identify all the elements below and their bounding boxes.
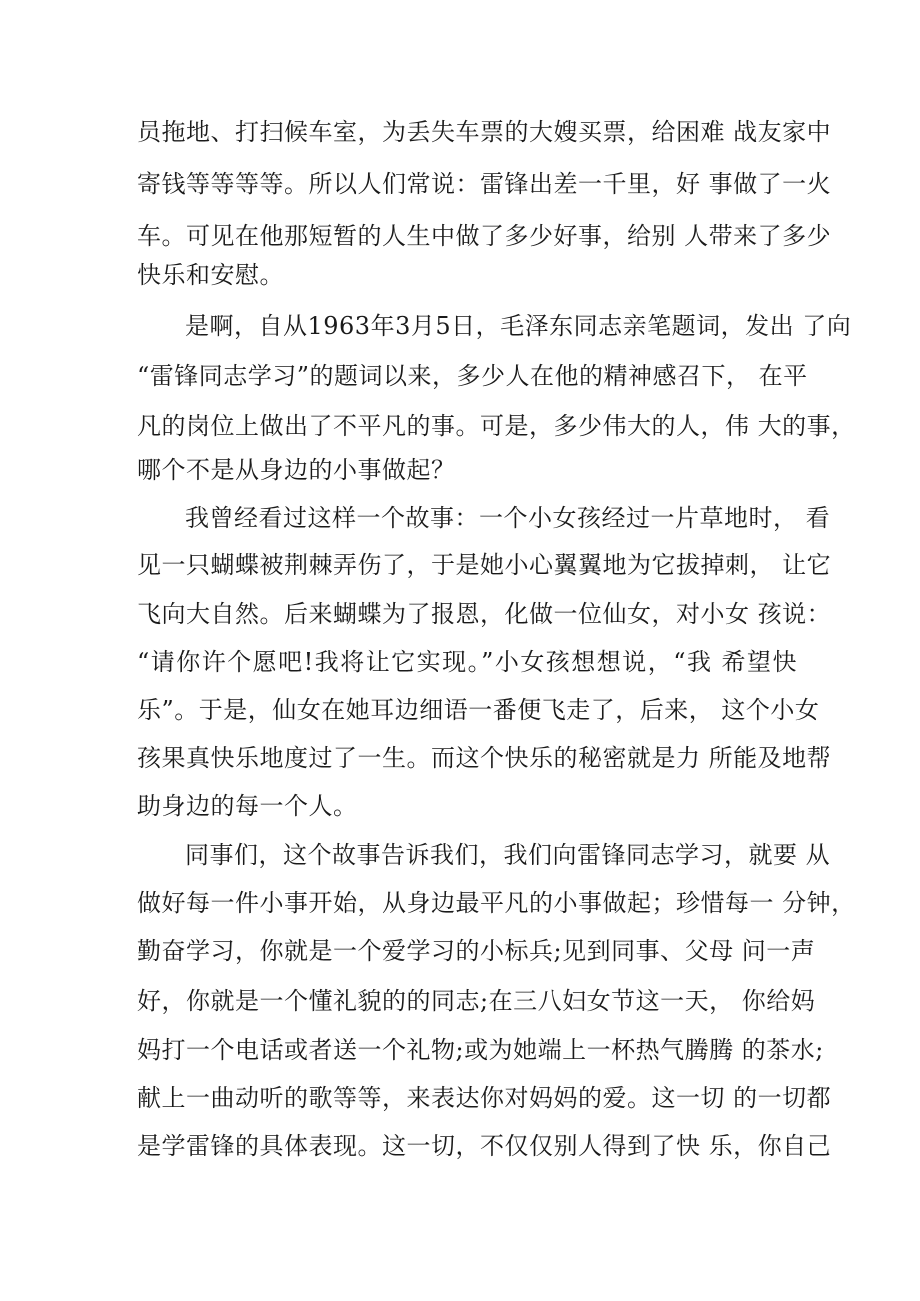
text-line: 我曾经看过这样一个故事：一个小女孩经过一片草地时， 看 [185,504,831,532]
text-line: 寄钱等等等等。所以人们常说：雷锋出差一千里，好 事做了一火 [137,170,832,198]
text-line: 做好每一件小事开始，从身边最平凡的小事做起；珍惜每一 分钟， [137,889,856,917]
text-line: 是学雷锋的具体表现。这一切，不仅仅别人得到了快 乐，你自己 [137,1132,832,1160]
text-line: 员拖地、打扫候车室，为丢失车票的大嫂买票，给困难 战友家中 [137,118,832,146]
text-line: 快乐和安慰。 [137,261,284,289]
text-line: 乐”。于是，仙女在她耳边细语一番便飞走了，后来， 这个小女 [137,696,820,724]
text-line: 是啊，自从1963年3月5日，毛泽东同志亲笔题词，发出 了向 [185,312,852,340]
text-line: 献上一曲动听的歌等等，来表达你对妈妈的爱。这一切 的一切都 [137,1084,832,1112]
text-line: 哪个不是从身边的小事做起？ [137,456,456,484]
text-line: 见一只蝴蝶被荆棘弄伤了，于是她小心翼翼地为它拔掉刺， 让它 [137,551,832,579]
text-line: 妈打一个电话或者送一个礼物;或为她端上一杯热气腾腾 的茶水; [137,1036,824,1064]
text-line: 助身边的每一个人。 [137,792,358,820]
text-line: 车。可见在他那短暂的人生中做了多少好事，给别 人带来了多少 [137,222,832,250]
text-line: 勤奋学习，你就是一个爱学习的小标兵;见到同事、父母 问一声 [137,937,816,965]
text-line: “请你许个愿吧!我将让它实现。”小女孩想想说，“我 希望快 [137,648,797,676]
text-line: 好，你就是一个懂礼貌的的同志;在三八妇女节这一天， 你给妈 [137,987,816,1015]
text-line: 飞向大自然。后来蝴蝶为了报恩，化做一位仙女，对小女 孩说： [137,600,832,628]
text-line: 同事们，这个故事告诉我们，我们向雷锋同志学习，就要 从 [185,841,831,869]
text-line: 孩果真快乐地度过了一生。而这个快乐的秘密就是力 所能及地帮 [137,744,832,772]
text-line: 凡的岗位上做出了不平凡的事。可是，多少伟大的人，伟 大的事， [137,412,856,440]
text-line: “雷锋同志学习”的题词以来，多少人在他的精神感召下， 在平 [137,362,808,390]
